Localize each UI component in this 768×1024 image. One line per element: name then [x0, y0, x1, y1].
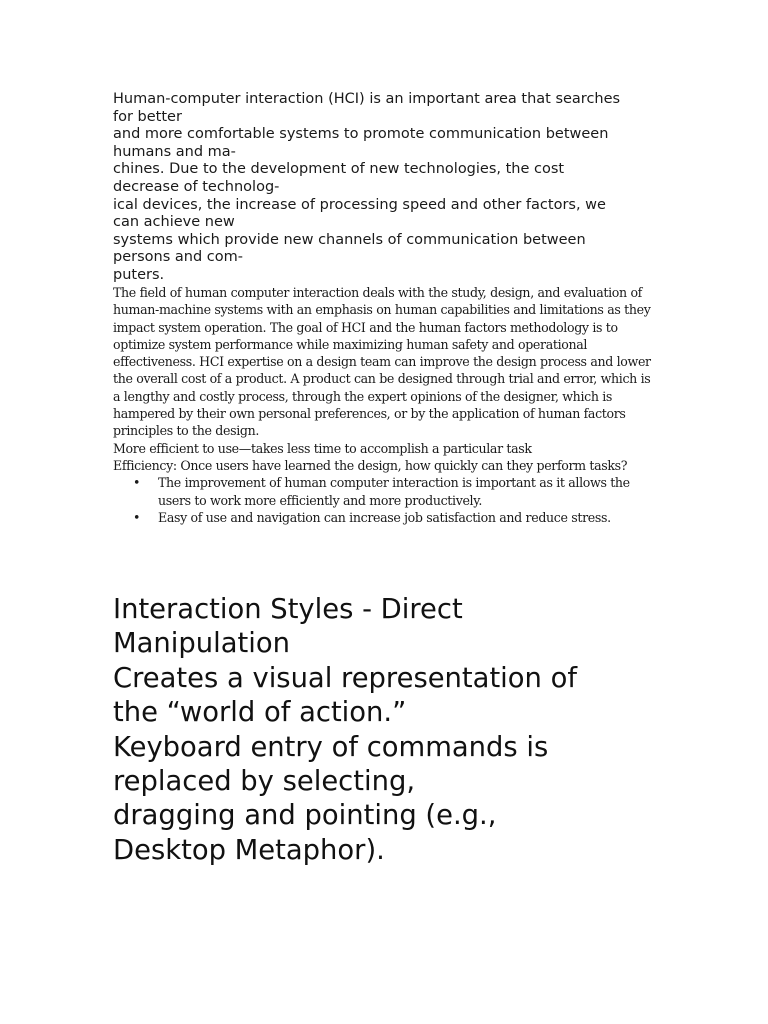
body-line: impact system operation. The goal of HCI and the human factors methodology is to	[113, 319, 618, 335]
intro-line: persons and com-	[113, 249, 243, 266]
list-item	[113, 509, 653, 526]
bullet-list	[113, 474, 653, 526]
bullet-line: users to work more efficiently and more productively.	[158, 492, 482, 508]
intro-line: systems which provide new channels of communication between	[113, 231, 586, 248]
body-section	[113, 284, 653, 526]
intro-line: for better	[113, 108, 182, 125]
body-paragraph	[113, 284, 653, 440]
efficiency-line: More efficient to use—takes less time to accomplish a particular task	[113, 440, 532, 456]
bullet-icon: •	[133, 509, 141, 525]
intro-line: decrease of technolog-	[113, 178, 280, 195]
slide-heading: Interaction Styles - Direct	[113, 594, 463, 625]
body-line: effectiveness. HCI expertise on a design team can improve the design process and lower	[113, 354, 651, 370]
intro-line: chines. Due to the development of new technologies, the cost	[113, 161, 565, 178]
body-line: human-machine systems with an emphasis on human capabilities and limitations as they	[113, 302, 651, 318]
body-line: principles to the design.	[113, 423, 260, 439]
intro-line: humans and ma-	[113, 143, 236, 160]
body-line: a lengthy and costly process, through the expert opinions of the designer, which is	[113, 388, 613, 404]
body-line: hampered by their own personal preferences, or by the application of human factors	[113, 406, 626, 422]
intro-paragraph	[113, 91, 653, 285]
slide-line: Keyboard entry of commands is	[113, 731, 549, 763]
bullet-icon: •	[133, 475, 141, 491]
slide-heading: Manipulation	[113, 628, 290, 660]
body-line: The field of human computer interaction deals with the study, design, and evaluation of	[113, 285, 642, 300]
intro-line: puters.	[113, 266, 165, 283]
slide-line: replaced by selecting,	[113, 766, 416, 798]
slide-text	[113, 593, 673, 868]
efficiency-definition: Efficiency: Once users have learned the design, how quickly can they perform tasks?	[113, 457, 628, 473]
slide-line: the “world of action.”	[113, 697, 407, 729]
body-line: optimize system performance while maximizing human safety and operational	[113, 336, 588, 352]
intro-line: ical devices, the increase of processing speed and other factors, we	[113, 196, 606, 213]
intro-line: and more comfortable systems to promote communication between	[113, 126, 609, 143]
slide-line: Desktop Metaphor).	[113, 834, 385, 866]
slide-line: dragging and pointing (e.g.,	[113, 800, 497, 832]
list-item	[113, 474, 653, 509]
intro-line: can achieve new	[113, 214, 235, 231]
bullet-line: The improvement of human computer interaction is important as it allows the	[158, 475, 630, 491]
intro-line: Human-computer interaction (HCI) is an important area that searches	[113, 91, 621, 107]
bullet-line: Easy of use and navigation can increase job satisfaction and reduce stress.	[158, 509, 611, 525]
body-line: the overall cost of a product. A product can be designed through trial and error, which is	[113, 371, 651, 387]
slide-line: Creates a visual representation of	[113, 662, 578, 694]
